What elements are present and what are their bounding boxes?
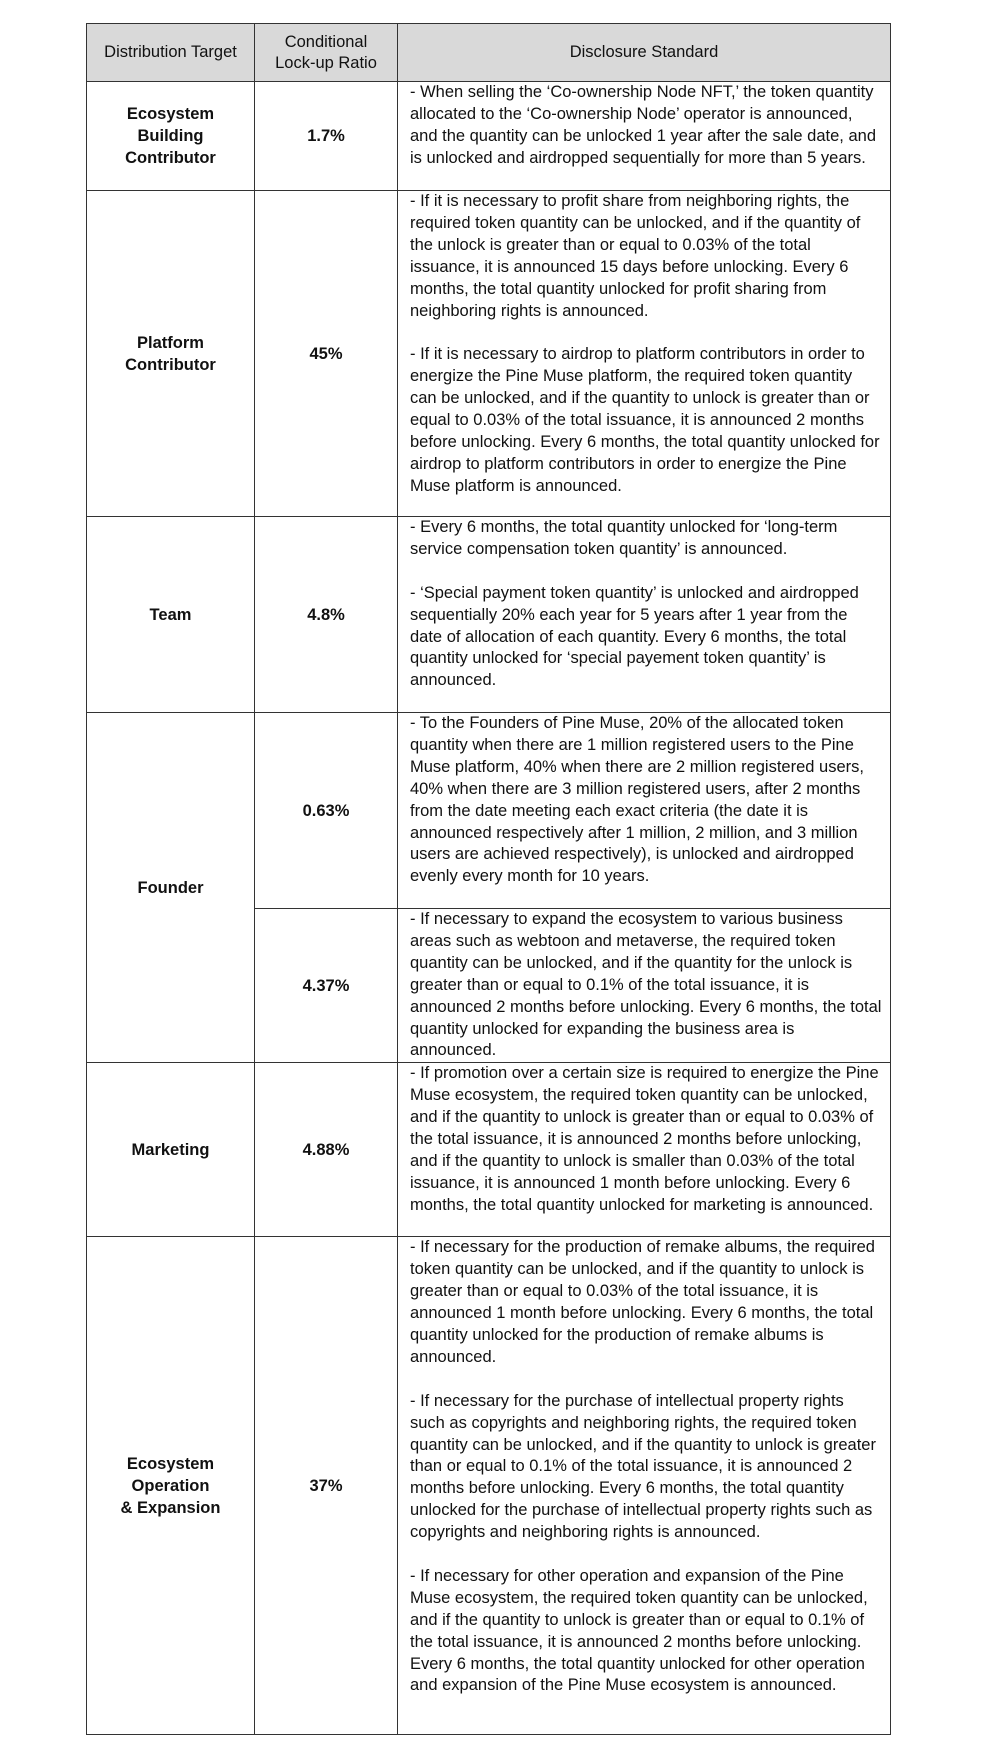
row-ratio: 4.37%: [255, 909, 398, 1063]
disclosure-text: - If promotion over a certain size is required to energize the Pine Muse ecosystem, the required token quantity can be unlocked, and if the quantity to unlock is greater than or equal to 0.03% of the total issuance, it is announced 2 months before unlocking, and if the quantity to unlock is smaller than 0.03% of the total issuance, it is announced 1 month before unlocking. Every 6 months, the total quantity unlocked for marketing is announced.: [410, 1064, 884, 1214]
row-target: [87, 713, 255, 1063]
disclosure-text: - Every 6 months, the total quantity unlocked for ‘long-term service compensation token quantity’ is announced. - ‘Special payment token quantity’ is unlocked and airdropped sequentially 20% each year for 5 years after 1 year from the date of allocation of each quantity. Every 6 months, the total quantity unlocked for ‘special payement token quantity’ is announced.: [410, 518, 859, 690]
row-disclosure: [398, 909, 891, 1063]
table-row: [87, 517, 891, 713]
table-row: [87, 82, 891, 191]
disclosure-text: - If necessary to expand the ecosystem to various business areas such as webtoon and metaverse, the required token quantity can be unlocked, and if the quantity for the unlock is greater than or equal to 0.1% of the total issuance, it is announced 2 months before unlocking. Every 6 months, the total quantity unlocked for expanding the business area is announced.: [410, 910, 887, 1060]
disclosure-text: - If it is necessary to profit share from neighboring rights, the required token quantity can be unlocked, and if the quantity of the unlock is greater than or equal to 0.03% of the total issuance, it is announced 15 days before unlocking. Every 6 months, the total quantity unlocked for profit sharing from neighboring rights is announced. - If it is necessary to airdrop to platform contributors in order to energize the Pine Muse platform, the required token quantity can be unlocked, and if the quantity to unlock is greater than or equal to 0.03% of the total issuance, it is announced 2 months before unlocking. Every 6 months, the total quantity unlocked for airdrop to platform contributors in order to energize the Pine Muse platform is announced.: [410, 192, 880, 495]
row-ratio: 0.63%: [255, 713, 398, 909]
header-lockup-ratio-line2: Lock-up Ratio: [275, 53, 377, 72]
row-disclosure: [398, 713, 891, 909]
header-lockup-ratio: [255, 24, 398, 82]
disclosure-text: - To the Founders of Pine Muse, 20% of the allocated token quantity when there are 1 million registered users to the Pine Muse platform, 40% when there are 2 million registered users, 40% when there are 3 million registered users, after 2 months from the date meeting each exact criteria (the date it is announced respectively after 1 million, 2 million, and 3 million users are achieved respectively), is unlocked and airdropped evenly every month for 10 years.: [410, 714, 869, 886]
row-ratio: 45%: [255, 191, 398, 517]
target-marketing: Marketing: [131, 1140, 210, 1159]
disclosure-text: - If necessary for the production of remake albums, the required token quantity can be unlocked, and if the quantity to unlock is greater than or equal to 0.03% of the total issuance, it is announced 1 month before unlocking. Every 6 months, the total quantity unlocked for the production of remake albums is announced. - If necessary for the purchase of intellectual property rights such as copyrights and neighboring rights, the required token quantity can be unlocked, and if the quantity to unlock is greater than or equal to 0.1% of the total issuance, it is announced 2 months before unlocking. Every 6 months, the total quantity unlocked for the purchase of intellectual property rights such as copyrights and neighboring rights is announced. - If necessary for other operation and expansion of the Pine Muse ecosystem, the required token quantity can be unlocked, and if the quantity to unlock is greater than or equal to 0.1% of the total issuance, it is announced 2 months before unlocking. Every 6 months, the total quantity unlocked for other operation and expansion of the Pine Muse ecosystem is announced.: [410, 1238, 876, 1695]
target-founder: Founder: [137, 878, 204, 897]
target-platform-contributor: Platform Contributor: [125, 333, 216, 374]
table-row: [87, 1237, 891, 1735]
row-target: [87, 191, 255, 517]
row-target: [87, 517, 255, 713]
table-row: [87, 1063, 891, 1237]
target-ecosystem-operation-expansion: Ecosystem Operation & Expansion: [120, 1454, 221, 1517]
header-disclosure-standard: Disclosure Standard: [398, 24, 891, 82]
header-lockup-ratio-line1: Conditional: [284, 32, 368, 51]
row-disclosure: [398, 1237, 891, 1735]
disclosure-text: - When selling the ‘Co-ownership Node NFT,’ the token quantity allocated to the ‘Co-ownership Node’ operator is announced, and the quantity can be unlocked 1 year after the sale date, and is unlocked and airdropped sequentially for more than 5 years.: [410, 83, 881, 167]
row-disclosure: [398, 1063, 891, 1237]
row-disclosure: [398, 191, 891, 517]
row-ratio: 4.8%: [255, 517, 398, 713]
row-target: [87, 1063, 255, 1237]
row-target: [87, 82, 255, 191]
table-header-row: [87, 24, 891, 82]
row-ratio: 1.7%: [255, 82, 398, 191]
target-ecosystem-building-contributor: Ecosystem Building Contributor: [125, 105, 216, 167]
row-target: [87, 1237, 255, 1735]
header-distribution-target: Distribution Target: [87, 24, 255, 82]
distribution-table: [86, 23, 891, 1735]
table-row: [87, 713, 891, 909]
row-disclosure: [398, 517, 891, 713]
row-ratio: 4.88%: [255, 1063, 398, 1237]
row-disclosure: [398, 82, 891, 191]
target-team: Team: [149, 605, 192, 624]
row-ratio: 37%: [255, 1237, 398, 1735]
table-row: [87, 191, 891, 517]
